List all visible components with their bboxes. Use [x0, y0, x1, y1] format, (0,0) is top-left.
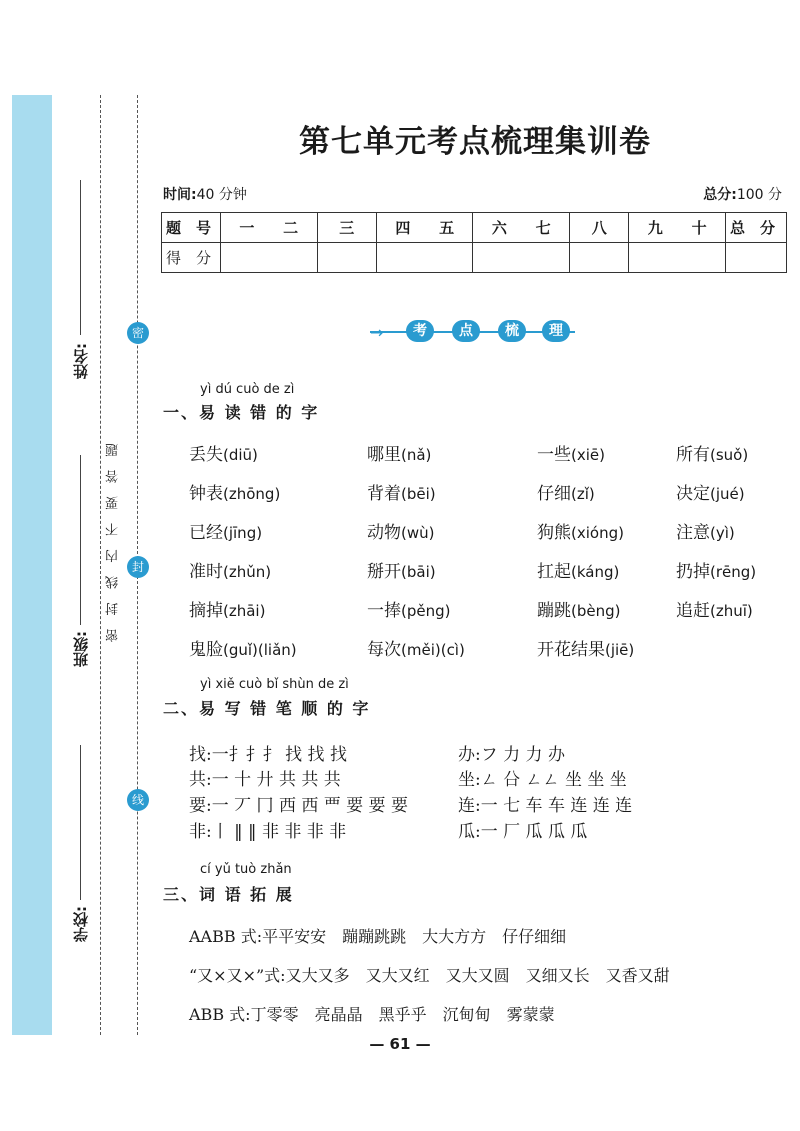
- word-item: 已经(jīng): [189, 523, 263, 543]
- section2-pinyin: yì xiě cuò bǐ shùn de zì: [200, 677, 349, 692]
- score-header-cell: 四 五: [376, 213, 473, 243]
- score-header-cell: 三: [317, 213, 376, 243]
- time-label: 时间:: [163, 187, 197, 203]
- name-fill-line: [80, 180, 81, 335]
- word-item: 背着(bēi): [367, 484, 436, 504]
- stroke-order-item: 共:一 十 廾 共 共 共: [189, 770, 341, 790]
- score-entry-cell[interactable]: [221, 243, 318, 273]
- score-row-label: 得 分: [162, 243, 221, 273]
- stroke-order-item: 瓜:一 厂 瓜 瓜 瓜: [458, 822, 588, 842]
- banner-word: 梳: [498, 320, 526, 342]
- phrase-line: “又×又×”式:又大又多 又大又红 又大又圆 又细又长 又香又甜: [189, 966, 670, 985]
- score-header-cell: 九 十: [629, 213, 726, 243]
- seal-instruction: 密封线内不要答题: [106, 430, 121, 642]
- section3-heading: 三、词 语 拓 展: [163, 885, 294, 904]
- banner-word: 点: [452, 320, 480, 342]
- word-item: 仔细(zǐ): [537, 484, 595, 504]
- score-entry-cell[interactable]: [473, 243, 570, 273]
- word-item: 动物(wù): [367, 523, 435, 543]
- phrase-line: AABB 式:平平安安 蹦蹦跳跳 大大方方 仔仔细细: [189, 927, 567, 946]
- section2-heading: 二、易 写 错 笔 顺 的 字: [163, 699, 371, 718]
- word-item: 每次(měi)(cì): [367, 640, 465, 660]
- word-item: 开花结果(jiē): [537, 640, 635, 660]
- school-fill-line: [80, 745, 81, 900]
- seal-dot-xian: 线: [127, 789, 149, 811]
- section3-pinyin: cí yǔ tuò zhǎn: [200, 862, 292, 877]
- section1-heading: 一、易 读 错 的 字: [163, 403, 320, 422]
- section-banner: [370, 319, 575, 345]
- banner-word: 理: [542, 320, 570, 342]
- score-entry-cell[interactable]: [376, 243, 473, 273]
- word-item: 钟表(zhōng): [189, 484, 281, 504]
- stroke-order-item: 坐:ㄥ 㕣 ㄥㄥ 坐 坐 坐: [458, 770, 627, 790]
- score-header-cell: 总 分: [726, 213, 787, 243]
- score-entry-row: [162, 243, 787, 273]
- word-item: 一些(xiē): [537, 445, 605, 465]
- score-header-cell: 八: [570, 213, 629, 243]
- seal-dot-feng: 封: [127, 556, 149, 578]
- stroke-order-item: 连:一 七 车 车 连 连 连: [458, 796, 633, 816]
- word-item: 狗熊(xióng): [537, 523, 624, 543]
- page-title: 第七单元考点梳理集训卷: [299, 124, 651, 160]
- score-header-row: [162, 213, 787, 243]
- word-item: 准时(zhǔn): [189, 562, 272, 582]
- word-item: 扛起(káng): [537, 562, 620, 582]
- total-value: 100 分: [736, 187, 782, 203]
- word-item: 扔掉(rēng): [676, 562, 757, 582]
- total-label: 总分:: [703, 187, 737, 203]
- name-label: 姓名:: [72, 343, 90, 379]
- score-header-cell: 六 七: [473, 213, 570, 243]
- score-header-cell: 一 二: [221, 213, 318, 243]
- binding-margin-bar: [12, 95, 52, 1035]
- score-header-cell: 题 号: [162, 213, 221, 243]
- stroke-order-item: 办:フ 力 力 办: [458, 745, 565, 765]
- time-info: [163, 184, 247, 204]
- page-number: — 61 —: [369, 1035, 431, 1053]
- word-item: 丢失(diū): [189, 445, 258, 465]
- time-value: 40 分钟: [196, 187, 247, 203]
- score-table: [161, 212, 787, 273]
- word-item: 摘掉(zhāi): [189, 601, 266, 621]
- word-item: 鬼脸(guǐ)(liǎn): [189, 640, 297, 660]
- word-item: 一捧(pěng): [367, 601, 451, 621]
- score-entry-cell[interactable]: [317, 243, 376, 273]
- score-entry-cell[interactable]: [629, 243, 726, 273]
- score-entry-cell[interactable]: [570, 243, 629, 273]
- word-item: 蹦跳(bèng): [537, 601, 621, 621]
- banner-word: 考: [406, 320, 434, 342]
- class-label: 班级:: [72, 631, 90, 667]
- word-item: 哪里(nǎ): [367, 445, 432, 465]
- class-fill-line: [80, 455, 81, 625]
- cut-line-outer: [100, 95, 101, 1035]
- seal-dot-mi: 密: [127, 322, 149, 344]
- stroke-order-item: 找:一扌扌扌 找 找 找: [189, 745, 347, 765]
- phrase-line: ABB 式:丁零零 亮晶晶 黑乎乎 沉甸甸 雾蒙蒙: [189, 1005, 555, 1024]
- stroke-order-item: 要:一 丆 冂 西 西 覀 要 要 要: [189, 796, 408, 816]
- stroke-order-item: 非:丨 ‖ ‖ 非 非 非 非: [189, 822, 347, 842]
- school-label: 学校:: [72, 906, 90, 942]
- arrow-right-icon: →: [370, 323, 384, 342]
- word-item: 掰开(bāi): [367, 562, 436, 582]
- score-entry-cell[interactable]: [726, 243, 787, 273]
- word-item: 所有(suǒ): [676, 445, 749, 465]
- section1-pinyin: yì dú cuò de zì: [200, 382, 295, 397]
- word-item: 追赶(zhuī): [676, 601, 753, 621]
- word-item: 注意(yì): [676, 523, 735, 543]
- word-item: 决定(jué): [676, 484, 745, 504]
- total-info: [703, 184, 782, 204]
